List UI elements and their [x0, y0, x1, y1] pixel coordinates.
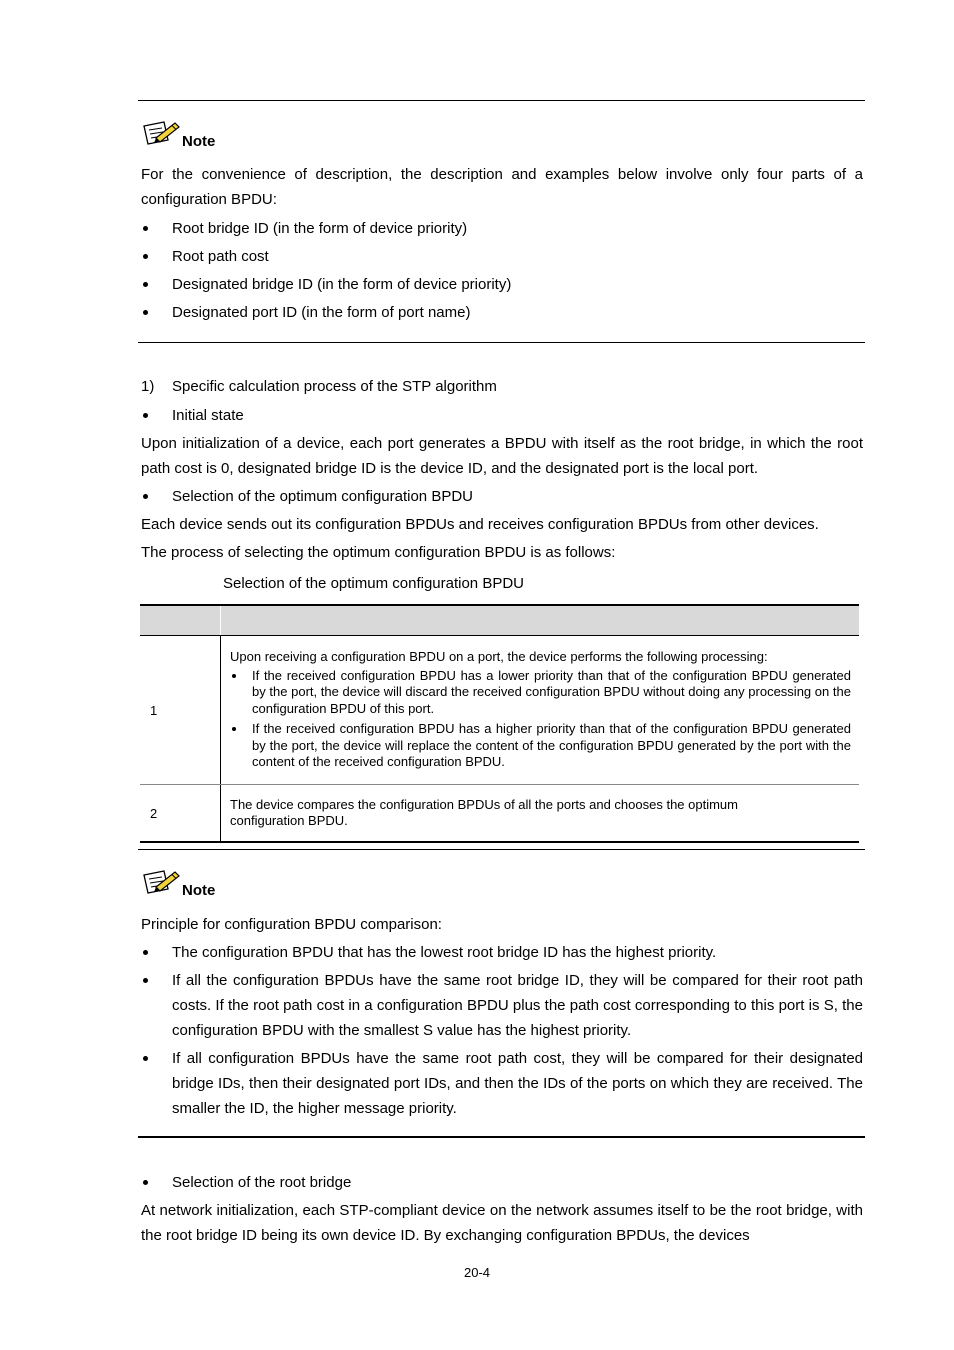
bullet-root-bridge [141, 1170, 863, 1195]
note-intro: Principle for configuration BPDU comparison: [141, 916, 442, 933]
list-item: If all configuration BPDUs have the same root path cost, they will be compared for their designated bridge IDs, then their designated port IDs, and then the IDs of the ports on which they are received. The smaller the ID, the higher message priority. [141, 1046, 863, 1121]
description-cell [221, 636, 860, 785]
note-pencil-icon [142, 120, 180, 146]
list-item: If all the configuration BPDUs have the same root bridge ID, they will be compared for their root path costs. If the root path cost in a configuration BPDU plus the path cost corresponding to this port is S, the configuration BPDU with the smallest S value has the highest priority. [141, 968, 863, 1043]
list-item: Root path cost [141, 244, 863, 269]
note-bottom-rule [138, 1136, 865, 1138]
list-item: The configuration BPDU that has the lowest root bridge ID has the highest priority. [141, 940, 863, 965]
note-top-rule [138, 849, 865, 850]
note-label: Note [182, 882, 216, 899]
root-bridge-paragraph: At network initialization, each STP-compliant device on the network assumes itself to be the root bridge, with the root bridge ID being its own device ID. By exchanging configuration BPDUs, the devices [141, 1202, 863, 1244]
note-intro: For the convenience of description, the description and examples below involve only four parts of a configuration BPDU: [141, 166, 863, 208]
row-bullet-list [230, 668, 851, 771]
bullet-selection [141, 484, 863, 509]
table-caption: Selection of the optimum configuration BPDU [223, 575, 524, 592]
step-number: 1) [141, 378, 155, 395]
note-top-rule [138, 100, 865, 101]
table-header-cell [221, 605, 860, 636]
table-row [140, 785, 859, 843]
note-bottom-rule [138, 342, 865, 343]
step-title: Specific calculation process of the STP algorithm [172, 378, 497, 395]
note-bullet-list [141, 216, 863, 325]
list-item: If the received configuration BPDU has a higher priority than that of the configuration BPDU generated by the port, the device will replace the content of the configuration BPDU generated by the port with the content of the received configuration BPDU. [230, 721, 851, 771]
list-item: Selection of the root bridge [141, 1170, 863, 1195]
selection-table [140, 604, 859, 843]
step-cell: 2 [140, 785, 221, 843]
numbered-heading [141, 374, 497, 399]
list-item: Root bridge ID (in the form of device priority) [141, 216, 863, 241]
list-item: Designated port ID (in the form of port name) [141, 300, 863, 325]
selection-paragraph-1: Each device sends out its configuration BPDUs and receives configuration BPDUs from other devices. [141, 516, 819, 533]
list-item: If the received configuration BPDU has a lower priority than that of the configuration BPDU generated by the port, the device will discard the received configuration BPDU without doing any processing on the configuration BPDU of this port. [230, 668, 851, 718]
description-cell: The device compares the configuration BPDUs of all the ports and chooses the optimum configuration BPDU. [221, 785, 860, 843]
table-header-cell [140, 605, 221, 636]
note-bullet-list [141, 940, 863, 1121]
row-intro: Upon receiving a configuration BPDU on a port, the device performs the following processing: [230, 649, 768, 665]
step-cell: 1 [140, 636, 221, 785]
selection-paragraph-2: The process of selecting the optimum configuration BPDU is as follows: [141, 544, 616, 561]
list-item: Selection of the optimum configuration BPDU [141, 484, 863, 509]
page-number: 20-4 [463, 1265, 491, 1280]
list-item: Initial state [141, 403, 863, 428]
bullet-initial-state [141, 403, 863, 428]
table-header-row [140, 605, 859, 636]
note-label: Note [182, 133, 216, 150]
table-row [140, 636, 859, 785]
initial-state-paragraph: Upon initialization of a device, each port generates a BPDU with itself as the root bridge, in which the root path cost is 0, designated bridge ID is the device ID, and the designated port is the local port. [141, 435, 863, 477]
list-item: Designated bridge ID (in the form of device priority) [141, 272, 863, 297]
note-pencil-icon [142, 869, 180, 895]
